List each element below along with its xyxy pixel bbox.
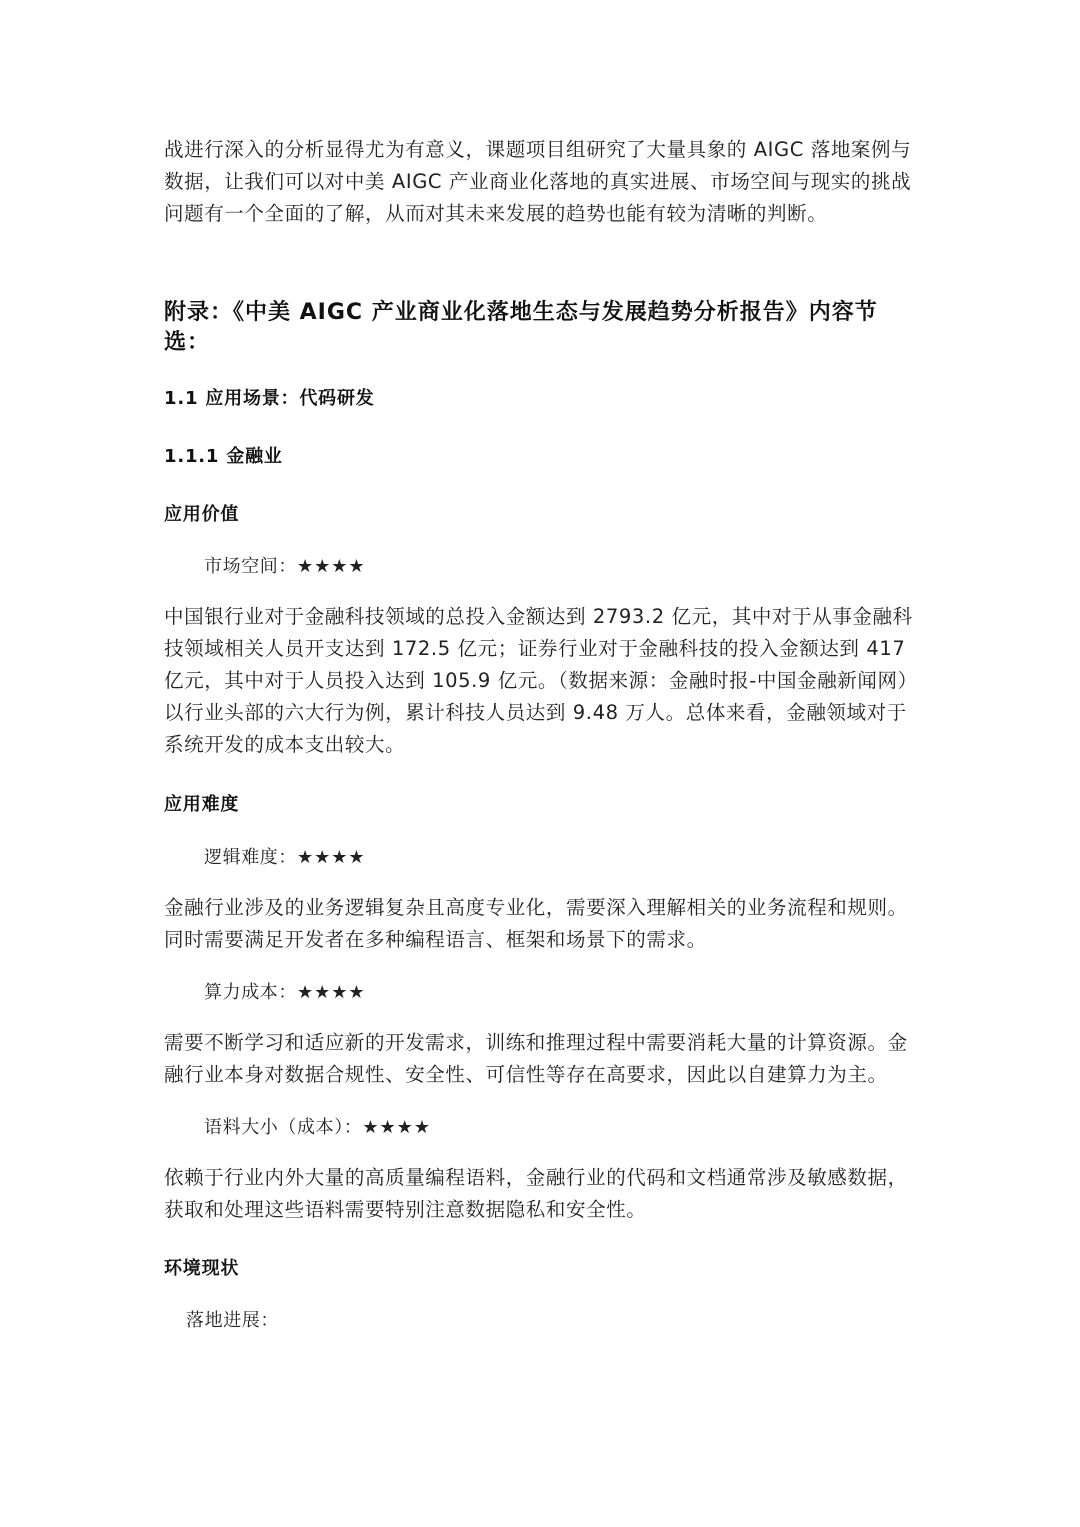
- section-heading-1-1-1: 1.1.1 金融业: [164, 446, 283, 467]
- corpus-size-stars: ★★★★: [362, 1117, 431, 1138]
- appendix-title: 附录：《中美 AIGC 产业商业化落地生态与发展趋势分析报告》内容节选：: [164, 300, 878, 355]
- logic-difficulty-rating: [204, 845, 956, 871]
- application-value-heading: 应用价值: [164, 504, 240, 525]
- market-space-rating: [204, 554, 956, 580]
- environment-status-heading: 环境现状: [164, 1258, 240, 1279]
- intro-paragraph: 战进行深入的分析显得尤为有意义，课题项目组研究了大量具象的 AIGC 落地案例与数据，让我们可以对中美 AIGC 产业商业化落地的真实进展、市场空间与现实的挑战问题有一个全面的了解，从而对其未来发展的趋势也能有较为清晰的判断。: [164, 138, 912, 225]
- market-space-label: 市场空间：: [204, 556, 297, 577]
- section-heading-1-1: 1.1 应用场景：代码研发: [164, 388, 375, 409]
- compute-cost-label: 算力成本：: [204, 982, 297, 1003]
- corpus-size-rating: [204, 1115, 956, 1141]
- compute-cost-paragraph: 需要不断学习和适应新的开发需求，训练和推理过程中需要消耗大量的计算资源。金融行业本身对数据合规性、安全性、可信性等存在高要求，因此以自建算力为主。: [164, 1031, 908, 1086]
- market-space-stars: ★★★★: [297, 556, 366, 577]
- logic-difficulty-paragraph: 金融行业涉及的业务逻辑复杂且高度专业化，需要深入理解相关的业务流程和规则。同时需要满足开发者在多种编程语言、框架和场景下的需求。: [164, 896, 908, 951]
- application-value-paragraph: 中国银行业对于金融科技领域的总投入金额达到 2793.2 亿元，其中对于从事金融科技领域相关人员开支达到 172.5 亿元；证券行业对于金融科技的投入金额达到 417 亿元，其中对于人员投入达到 105.9 亿元。（数据来源：金融时报-中国金融新闻网）以行业头部的六大行为例，累计科技人员达到 9.48 万人。总体来看，金融领域对于系统开发的成本支出较大。: [164, 605, 913, 756]
- corpus-size-paragraph: 依赖于行业内外大量的高质量编程语料，金融行业的代码和文档通常涉及敏感数据，获取和处理这些语料需要特别注意数据隐私和安全性。: [164, 1166, 908, 1221]
- corpus-size-label: 语料大小（成本）：: [204, 1117, 363, 1138]
- application-difficulty-heading: 应用难度: [164, 794, 240, 815]
- logic-difficulty-stars: ★★★★: [297, 847, 366, 868]
- compute-cost-stars: ★★★★: [297, 982, 366, 1003]
- compute-cost-rating: [204, 980, 956, 1006]
- deployment-progress-label: 落地进展：: [186, 1310, 279, 1331]
- logic-difficulty-label: 逻辑难度：: [204, 847, 297, 868]
